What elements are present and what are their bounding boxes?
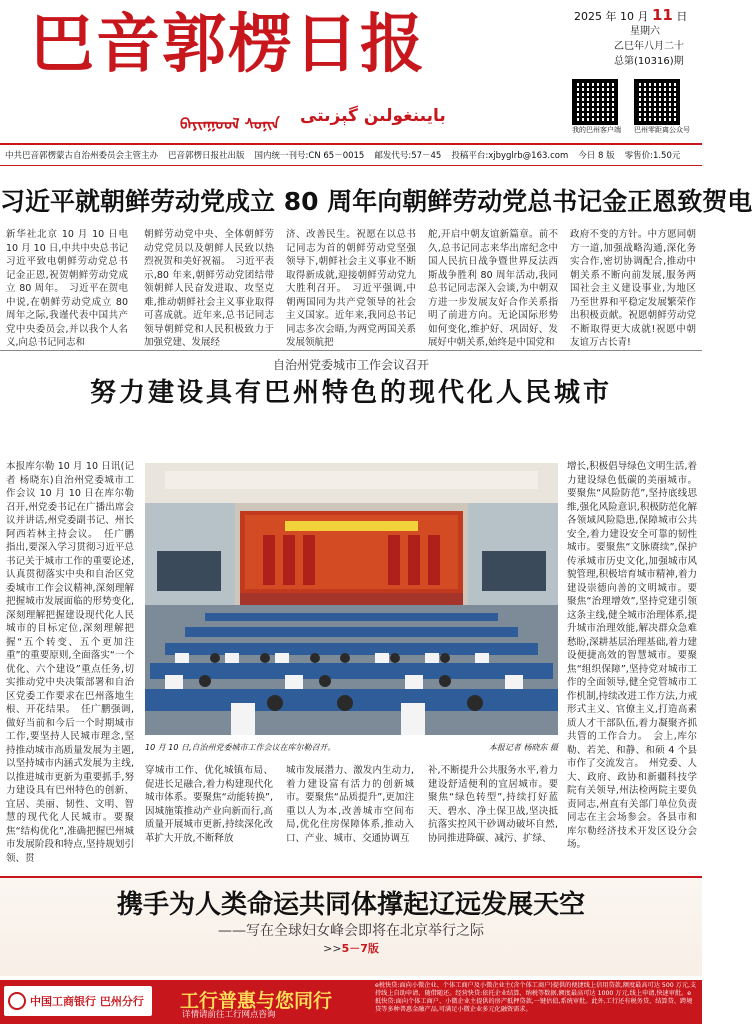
- issue-number: 总第(10316)期: [614, 56, 684, 67]
- ad-slogan: 工行普惠与您同行: [180, 990, 333, 1012]
- issue-date: 2025 年 10 月 11 日: [574, 6, 688, 24]
- conference-hall-image: [145, 463, 558, 735]
- publication-info-bar: [0, 143, 702, 166]
- date-block: [574, 8, 702, 69]
- city-headline: 努力建设具有巴州特色的现代化人民城市: [89, 378, 612, 408]
- masthead-mongolian: ᠪᠠᠶᠢᠨᠭᠣᠣᠯ ᠰᠣᠨᠢᠨ: [180, 115, 280, 133]
- lead-col-1: 新华社北京 10 月 10 日电 10 月 10 日,中共中央总书记习近平致电朝鲜劳动党总书记金正恩,祝贺朝鲜劳动党成立 80 周年。 习近平在贺电中说,在朝鲜劳动党成立 80 周年之际,我谨代表中国共产党中央委员会,并以我个人名义,向总书记同志和: [6, 229, 128, 348]
- qr-code-icon[interactable]: [634, 79, 680, 125]
- conference-photo: [145, 463, 558, 735]
- photo-credit: 本报记者 杨晓东 摄: [488, 743, 558, 752]
- masthead-title: 巴音郭楞日报: [30, 7, 426, 82]
- photo-caption: 10 月 10 日,自治州党委城市工作会议在库尔勒召开。: [145, 743, 336, 752]
- weekday: 星期六: [630, 26, 660, 37]
- banner-page-ref[interactable]: >>5－7版: [323, 942, 379, 955]
- icbc-logo: 中国工商银行 巴州分行: [4, 986, 152, 1016]
- lead-headline: 习近平就朝鲜劳动党成立 80 周年向朝鲜劳动党总书记金正恩致贺电: [0, 187, 752, 216]
- sponsor: 中共巴音郭楞蒙古自治州委员会主管主办: [5, 151, 159, 161]
- qr-right-label: 巴州零距离公众号: [634, 126, 690, 134]
- price: 零售价:1.50元: [624, 151, 681, 161]
- ad-subtext: 详情请前往工行网点咨询: [182, 1010, 276, 1020]
- city-right-col: 增长,积极倡导绿色文明生活,着力建设绿色低碳的美丽城市。要聚焦“风险防范”,坚持底线思维,强化风险意识,积极防范化解各领域风险隐患,保障城市公共安全,着力建设安全可靠的韧性城市。要聚焦“文脉赓续”,保护传承城市历史文化,加强城市风貌管理,积极培育城市精神,着力建设崇德向善的文明城市。要聚焦“治理增效”,坚持党建引领这条主线,健全城市治理体系,提升城市治理效能,解决群众急难愁盼,深耕基层治理基础,着力建设便捷高效的智慧城市。要聚焦“组织保障”,坚持党对城市工作的全面领导,健全党管城市工作机制,持续改进工作方法,力戒形式主义、官僚主义,打造高素质人才干部队伍,着力凝聚齐抓共管的工作合力。 会上,库尔勒、若羌、和静、和硕 4 个县市作了交流发言。 州党委、人大、政府、政协和新疆科技学院有关领导,州法检两院主要负责同志,州直有关部门单位负责同志在主会场参会。各县市和库尔勒经济技术开发区设分会场。: [567, 461, 697, 850]
- lead-col-4: 舵,开启中朝友谊新篇章。前不久,总书记同志来华出席纪念中国人民抗日战争暨世界反法西斯战争胜利 80 周年活动,我同总书记同志深入会谈,为中朝双方进一步发展友好合作关系指明了前进方向。无论国际形势如何变化,维护好、巩固好、发展好中朝关系,始终是中国党和: [428, 229, 558, 348]
- city-kicker: 自治州党委城市工作会议召开: [272, 358, 429, 372]
- photo-caption-row: [145, 742, 558, 753]
- lead-col-5: 政府不变的方针。中方愿同朝方一道,加强战略沟通,深化务实合作,密切协调配合,推动中朝关系不断向前发展,服务两国社会主义建设事业,为地区乃至世界和平稳定发展繁荣作出积极贡献。祝愿朝鲜劳动党不断取得更大成就!祝愿中朝友谊万古长青!: [570, 229, 696, 348]
- city-bottom-col-1: 穿城市工作、优化城镇布局、促进长足融合,着力构建现代化城市体系。要聚焦“动能转换”,因城施策推动产业向新而行,高质量开展城市更新,持续深化改革扩大开放,不断释放: [145, 765, 273, 844]
- divider: [0, 350, 702, 351]
- banner-subtitle: ——写在全球妇女峰会即将在北京举行之际: [218, 923, 484, 939]
- cn-number: 国内统一刊号:CN 65－0015: [254, 151, 365, 161]
- banner-title: 携手为人类命运共同体撑起辽远发展天空: [116, 890, 585, 920]
- city-bottom-col-2: 城市发展潜力、激发内生动力,着力建设富有活力的创新城市。要聚焦“品质提升”,更加注重以人为本,改善城市空间布局,优化住房保障体系,推动入口、产业、城市、交通协调互: [286, 765, 414, 844]
- masthead-uyghur: بايىنغولىن گېزىتى: [300, 106, 446, 126]
- publisher: 巴音郭楞日报社出版: [168, 151, 245, 161]
- city-left-col: 本报库尔勒 10 月 10 日讯(记者 杨晓东)自治州党委城市工作会议 10 月 10 日在库尔勒召开,州党委书记在广播出席会议并讲话,州党委副书记、州长阿西若林主持会议。 任广鹏指出,要深入学习贯彻习近平总书记关于城市工作的重要论述,认真贯彻落实中央和自治区党委城市工作会议精神,深刻理解把握城市发展面临的形势变化,深刻理解把握建设现代化人民城市的目标定位,深刻理解把握“五个转变、五个更加注重”的重要原则,全面落实“一个优化、六个建设”重点任务,切实推动党中央决策部署和自治区党委工作要求在巴州落地生根、开花结果。 任广鹏强调,做好当前和今后一个时期城市工作,要坚持人民城市理念,坚持推动城市高质量发展为主题,以坚持城市内涵式发展为主线,以推进城市更新为重要抓手,努力建设具有巴州特色的创新、宜居、美丽、韧性、文明、智慧的现代化人民城市。要聚焦“结构优化”,准确把握巴州城市发展阶段和特点,坚持规划引领、贯: [6, 461, 134, 864]
- qr-left-label: 我的巴州客户端: [572, 126, 621, 134]
- lunar-date: 乙巳年八月二十: [614, 41, 684, 52]
- lead-col-2: 朝鲜劳动党中央、全体朝鲜劳动党党员以及朝鲜人民致以热烈祝贺和美好祝福。 习近平表示,80 年来,朝鲜劳动党团结带领朝鲜人民奋发进取、攻坚克难,推动朝鲜社会主义事业取得可喜成就。近年来,总书记同志领导朝鲜党和人民积极致力于加强党建、发展经: [144, 229, 274, 348]
- ad-fine-print: e税快贷:面向小微企业、个体工商户及小微企业主(含个体工商户)提供的便捷线上信用贷款,额度最高可达 500 万元,支持线上自助申请、随借随还。经营快贷:依托企业结算、纳税等数据,额度最高可达 1000 万元,线上申请,快速审批。e抵快贷:面向个体工商户、小微企业主提供的房产抵押贷款,一键估值,系统审批。此外,工行还有税务贷、结算贷、跨境贷等多种普惠金融产品,可满足小微企业多元化融资需求。: [375, 982, 697, 1013]
- bank-logo-icon: [8, 992, 26, 1010]
- qr-right[interactable]: [634, 79, 690, 135]
- qr-code-icon[interactable]: [572, 79, 618, 125]
- qr-left[interactable]: [572, 79, 621, 135]
- submission-email: 投稿平台:xjbyglrb@163.com: [451, 151, 569, 161]
- lead-col-3: 济、改善民生。祝愿在以总书记同志为首的朝鲜劳动党坚强领导下,朝鲜社会主义事业不断取得新成就,迎接朝鲜劳动党九大胜利召开。 习近平强调,中朝两国同为共产党领导的社会主义国家。近年来,我同总书记同志多次会晤,为两党两国关系发展领航把: [286, 229, 416, 348]
- postal-code: 邮发代号:57－45: [374, 151, 442, 161]
- page-count: 今日 8 版: [578, 151, 615, 161]
- city-bottom-col-3: 补,不断提升公共服务水平,着力建设舒适便利的宜居城市。要聚焦“绿色转型”,持续打好蓝天、碧水、净土保卫战,坚决抵抗落实控风干砂调动破坏自然,协同推进降碳、减污、扩绿、: [428, 765, 558, 844]
